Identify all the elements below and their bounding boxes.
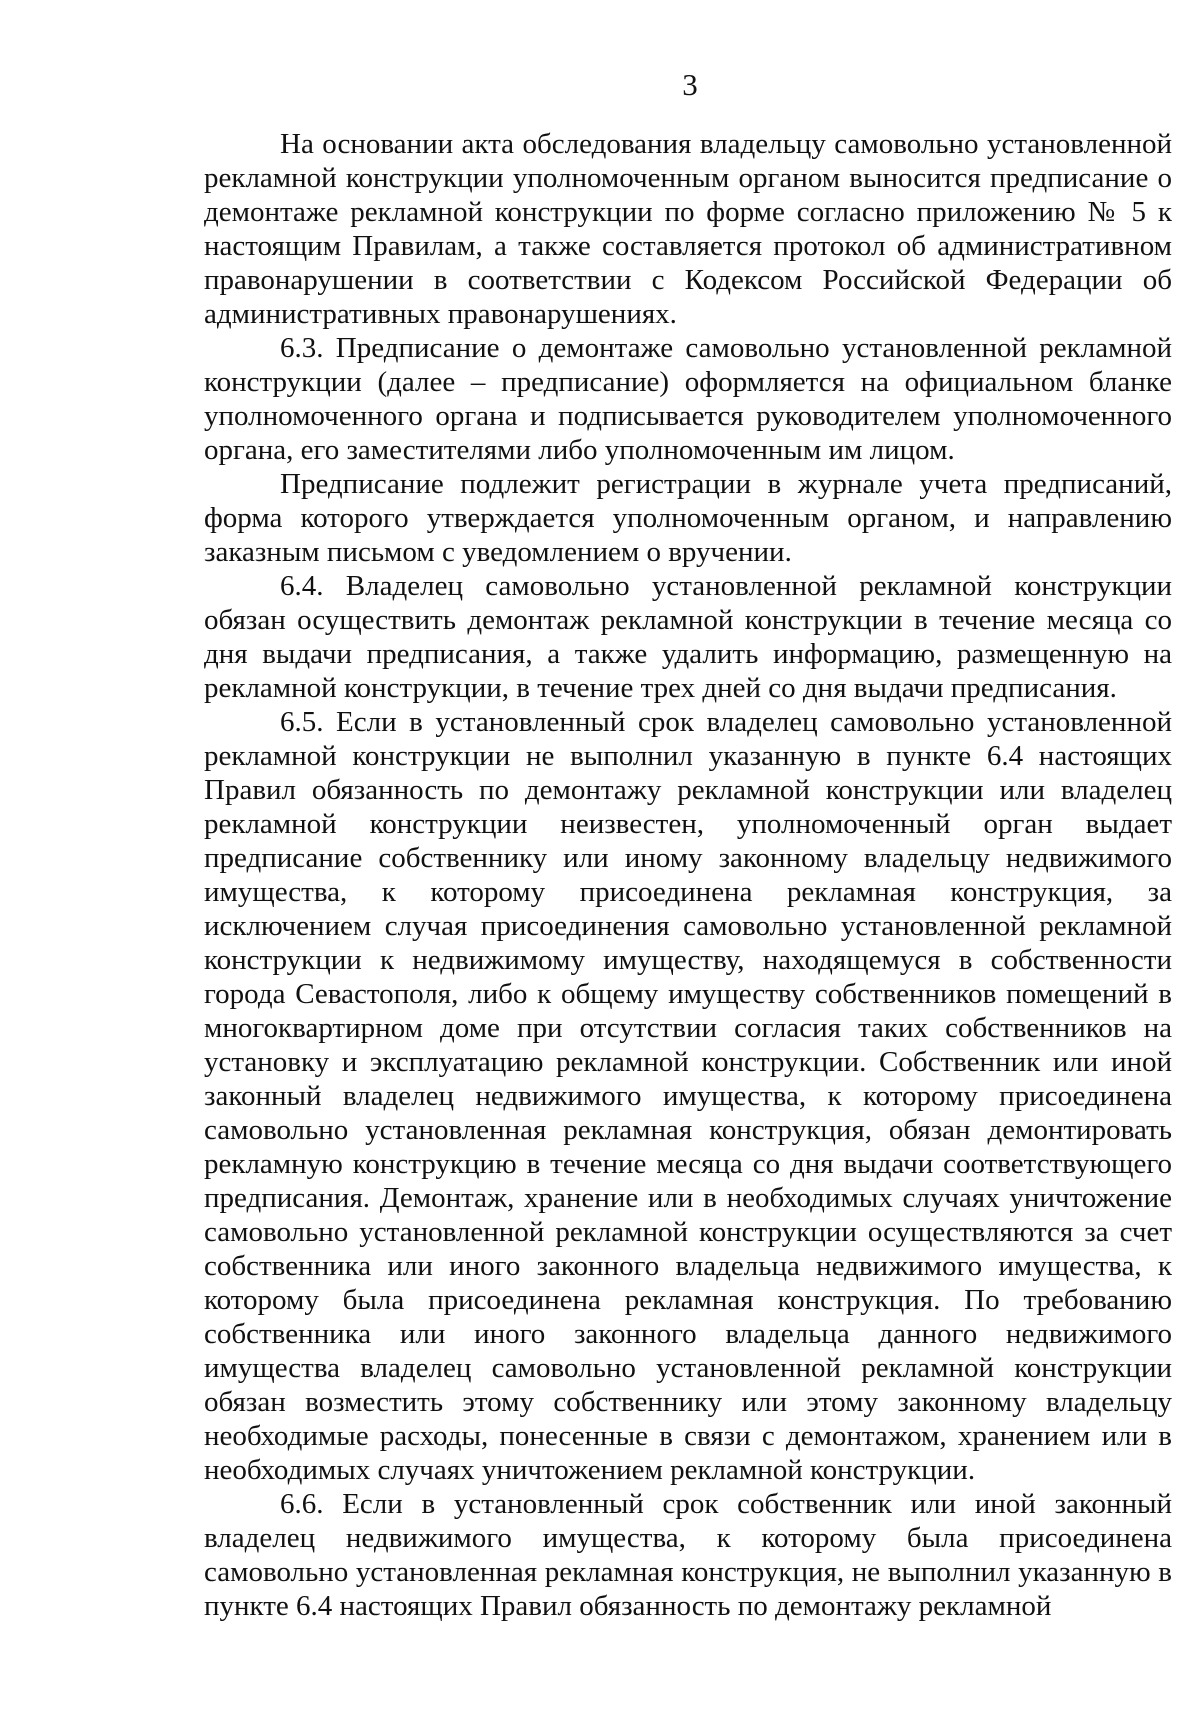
paragraph-6-4: 6.4. Владелец самовольно установленной рекламной конструкции обязан осуществить демонтаж рекламной конструкции в течение месяца со дня выдачи предписания, а также удалить информацию, размещенную на рекламной конструкции, в течение трех дней со дня выдачи предписания. [204, 570, 1172, 704]
paragraph-6-3: 6.3. Предписание о демонтаже самовольно установленной рекламной конструкции (далее – предписание) оформляется на официальном бланке уполномоченного органа и подписывается руководителем уполномоченного органа, его заместителями либо уполномоченным им лицом. [204, 332, 1172, 466]
document-body [204, 127, 1172, 1623]
paragraph-act-basis: На основании акта обследования владельцу самовольно установленной рекламной конструкции уполномоченным органом выносится предписание о демонтаже рекламной конструкции по форме согласно приложению № 5 к настоящим Правилам, а также составляется протокол об административном правонарушении в соответствии с Кодексом Российской Федерации об административных правонарушениях. [204, 128, 1172, 330]
page-number: 3 [682, 67, 698, 102]
paragraph-registration: Предписание подлежит регистрации в журнале учета предписаний, форма которого утверждается уполномоченным органом, и направлению заказным письмом с уведомлением о вручении. [204, 468, 1172, 568]
paragraph-6-6: 6.6. Если в установленный срок собственник или иной законный владелец недвижимого имущества, к которому была присоединена самовольно установленная рекламная конструкция, не выполнил указанную в пункте 6.4 настоящих Правил обязанность по демонтажу рекламной [204, 1488, 1172, 1622]
paragraph-6-5: 6.5. Если в установленный срок владелец самовольно установленной рекламной конструкции не выполнил указанную в пункте 6.4 настоящих Правил обязанность по демонтажу рекламной конструкции или владелец рекламной конструкции неизвестен, уполномоченный орган выдает предписание собственнику или иному законному владельцу недвижимого имущества, к которому присоединена рекламная конструкция, за исключением случая присоединения самовольно установленной рекламной конструкции к недвижимому имуществу, находящемуся в собственности города Севастополя, либо к общему имуществу собственников помещений в многоквартирном доме при отсутствии согласия таких собственников на установку и эксплуатацию рекламной конструкции. Собственник или иной законный владелец недвижимого имущества, к которому присоединена самовольно установленная рекламная конструкция, обязан демонтировать рекламную конструкцию в течение месяца со дня выдачи соответствующего предписания. Демонтаж, хранение или в необходимых случаях уничтожение самовольно установленной рекламной конструкции осуществляются за счет собственника или иного законного владельца недвижимого имущества, к которому была присоединена рекламная конструкция. По требованию собственника или иного законного владельца данного недвижимого имущества владелец самовольно установленной рекламной конструкции обязан возместить этому собственнику или этому законному владельцу необходимые расходы, понесенные в связи с демонтажом, хранением или в необходимых случаях уничтожением рекламной конструкции. [204, 706, 1172, 1486]
